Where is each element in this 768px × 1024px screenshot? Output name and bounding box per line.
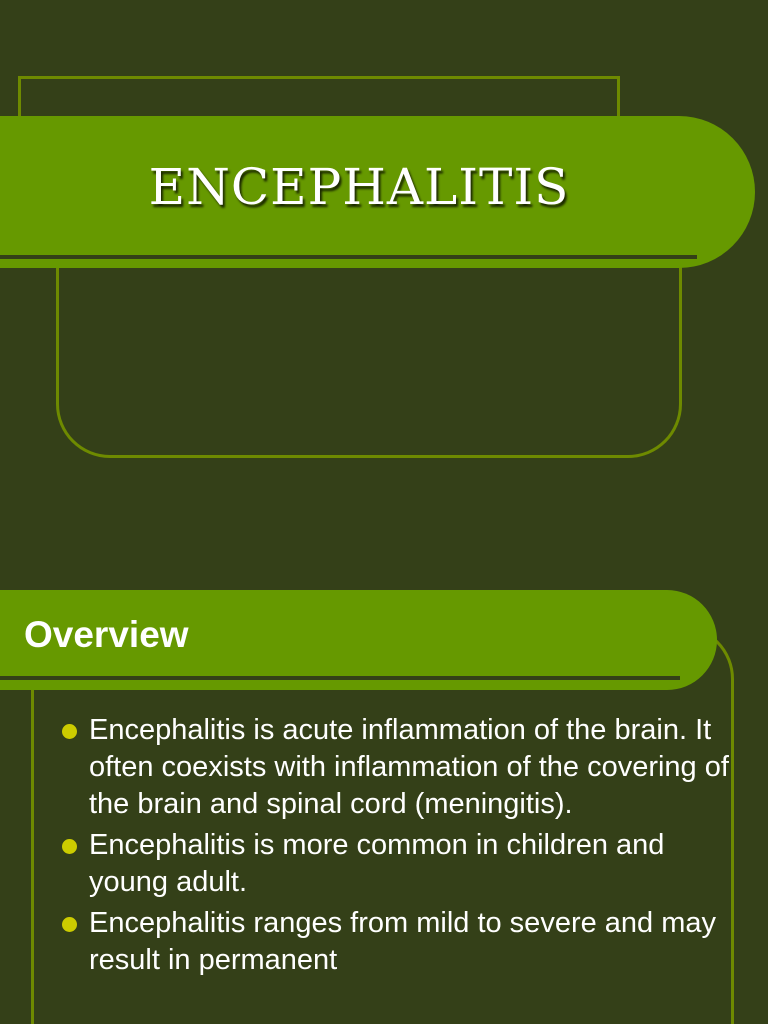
slide-title: ENCEPHALITIS	[148, 158, 570, 216]
title-frame-bottom	[56, 250, 682, 458]
bullet-icon	[62, 917, 77, 932]
bullet-icon	[62, 839, 77, 854]
bullet-item	[62, 905, 742, 979]
overview-divider	[0, 676, 680, 680]
title-divider	[0, 255, 697, 259]
bullet-item	[62, 712, 742, 823]
bullet-text: Encephalitis is acute inflammation of the brain. It often coexists with inflammation of the covering of the brain and spinal cord (meningitis).	[89, 714, 729, 820]
bullet-text: Encephalitis is more common in children and young adult.	[89, 829, 665, 898]
bullet-item	[62, 827, 742, 901]
overview-heading: Overview	[24, 614, 189, 655]
bullet-text: Encephalitis ranges from mild to severe and may result in permanent	[89, 907, 717, 976]
bullet-icon	[62, 724, 77, 739]
bullet-list	[62, 712, 742, 983]
